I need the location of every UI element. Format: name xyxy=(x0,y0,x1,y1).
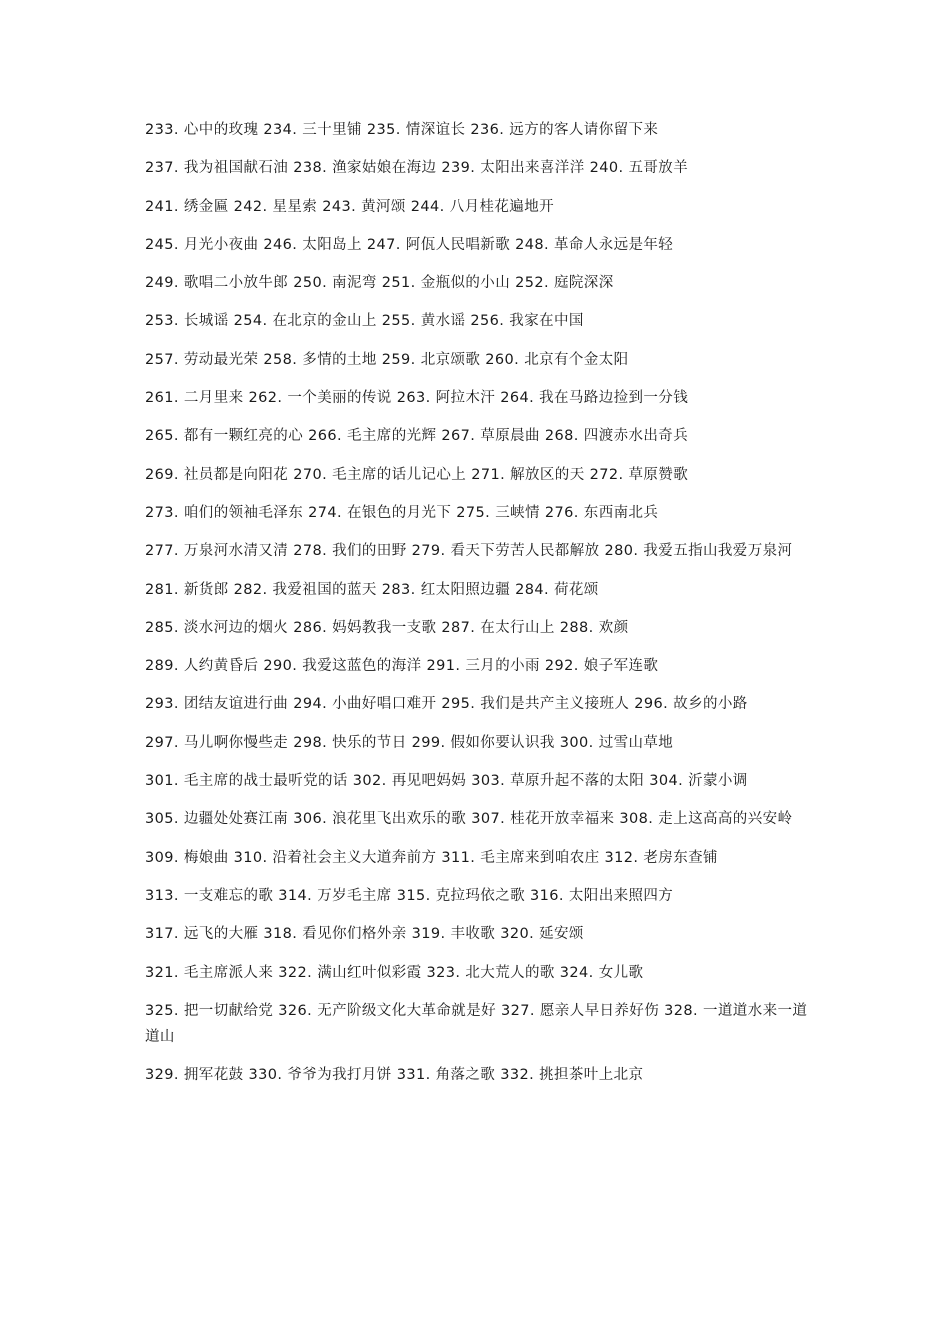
song-line: 281. 新货郎 282. 我爱祖国的蓝天 283. 红太阳照边疆 284. 荷花颂 xyxy=(145,581,599,598)
song-line: 289. 人约黄昏后 290. 我爱这蓝色的海洋 291. 三月的小雨 292. 娘子军连歌 xyxy=(145,658,659,675)
song-line: 325. 把一切献给党 326. 无产阶级文化大革命就是好 327. 愿亲人早日养好伤 328. 一道道水来一道道山 xyxy=(145,1002,808,1045)
song-list xyxy=(145,118,810,1101)
song-line: 245. 月光小夜曲 246. 太阳岛上 247. 阿佤人民唱新歌 248. 革命人永远是年轻 xyxy=(145,236,674,253)
song-line: 241. 绣金匾 242. 星星索 243. 黄河颂 244. 八月桂花遍地开 xyxy=(145,198,555,215)
song-line: 257. 劳动最光荣 258. 多情的土地 259. 北京颂歌 260. 北京有个金太阳 xyxy=(145,351,629,368)
song-line: 309. 梅娘曲 310. 沿着社会主义大道奔前方 311. 毛主席来到咱农庄 312. 老房东查铺 xyxy=(145,849,718,866)
song-line: 285. 淡水河边的烟火 286. 妈妈教我一支歌 287. 在太行山上 288. 欢颜 xyxy=(145,619,629,636)
song-line: 305. 边疆处处赛江南 306. 浪花里飞出欢乐的歌 307. 桂花开放幸福来 308. 走上这高高的兴安岭 xyxy=(145,811,793,828)
song-line: 317. 远飞的大雁 318. 看见你们格外亲 319. 丰收歌 320. 延安颂 xyxy=(145,926,584,943)
song-line: 277. 万泉河水清又清 278. 我们的田野 279. 看天下劳苦人民都解放 280. 我爱五指山我爱万泉河 xyxy=(145,543,793,560)
song-line: 329. 拥军花鼓 330. 爷爷为我打月饼 331. 角落之歌 332. 挑担茶叶上北京 xyxy=(145,1066,644,1083)
song-line: 313. 一支难忘的歌 314. 万岁毛主席 315. 克拉玛依之歌 316. 太阳出来照四方 xyxy=(145,887,674,904)
song-line: 261. 二月里来 262. 一个美丽的传说 263. 阿拉木汗 264. 我在马路边捡到一分钱 xyxy=(145,390,689,407)
song-line: 301. 毛主席的战士最听党的话 302. 再见吧妈妈 303. 草原升起不落的太阳 304. 沂蒙小调 xyxy=(145,773,748,790)
song-line: 237. 我为祖国献石油 238. 渔家姑娘在海边 239. 太阳出来喜洋洋 240. 五哥放羊 xyxy=(145,160,689,177)
song-line: 233. 心中的玫瑰 234. 三十里铺 235. 情深谊长 236. 远方的客人请你留下来 xyxy=(145,122,659,138)
song-line: 321. 毛主席派人来 322. 满山红叶似彩霞 323. 北大荒人的歌 324. 女儿歌 xyxy=(145,964,644,981)
song-line: 293. 团结友谊进行曲 294. 小曲好唱口难开 295. 我们是共产主义接班人 296. 故乡的小路 xyxy=(145,696,748,713)
song-line: 265. 都有一颗红亮的心 266. 毛主席的光辉 267. 草原晨曲 268. 四渡赤水出奇兵 xyxy=(145,428,689,445)
song-line: 297. 马儿啊你慢些走 298. 快乐的节日 299. 假如你要认识我 300. 过雪山草地 xyxy=(145,734,674,751)
song-line: 253. 长城谣 254. 在北京的金山上 255. 黄水谣 256. 我家在中国 xyxy=(145,313,584,330)
song-line: 269. 社员都是向阳花 270. 毛主席的话儿记心上 271. 解放区的天 272. 草原赞歌 xyxy=(145,466,689,483)
song-line: 249. 歌唱二小放牛郎 250. 南泥弯 251. 金瓶似的小山 252. 庭院深深 xyxy=(145,275,614,292)
song-line: 273. 咱们的领袖毛泽东 274. 在银色的月光下 275. 三峡情 276. 东西南北兵 xyxy=(145,504,659,521)
